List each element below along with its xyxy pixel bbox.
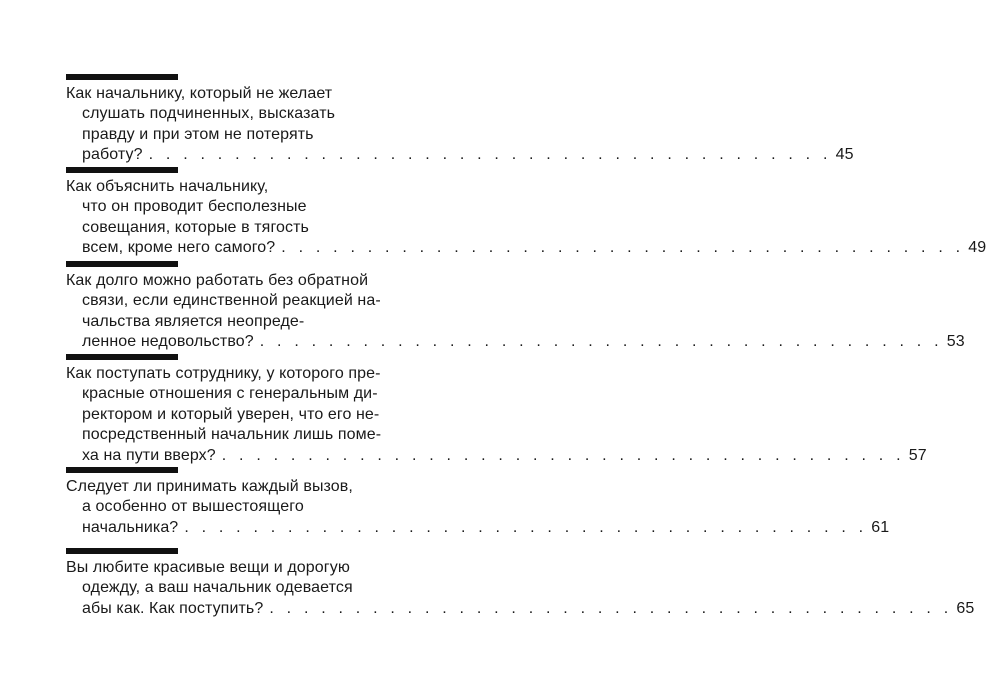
entry-title-line: посредственный начальник лишь поме- [82,426,382,444]
entry-title-line: Как начальнику, который не желает [66,85,333,102]
entry-title-line: ректором и который уверен, что его не- [82,405,380,423]
toc-entry [66,74,854,167]
entry-title-line: чальства является неопреде- [82,312,305,330]
dot-leader: . . . . . . . . . . . . . . . . . . . . . . . . . . . . . . . . . . . . . . . . [221,446,905,464]
dot-leader: . . . . . . . . . . . . . . . . . . . . . . . . . . . . . . . . . . . . . . . . [269,599,953,617]
toc-entry [66,467,890,548]
dot-leader: . . . . . . . . . . . . . . . . . . . . . . . . . . . . . . . . . . . . . . . . [148,146,832,164]
toc-entry [66,261,965,354]
entry-title-line: всем, кроме него самого? [82,239,276,257]
entry-last-line [66,332,965,352]
table-of-contents [66,74,986,628]
entry-title-line: работу? [82,146,143,164]
entry-title-line: одежду, а ваш начальник одевается [82,579,353,597]
entry-title-line: ха на пути вверх? [82,446,216,464]
page-number: 45 [835,146,854,164]
entry-last-line [66,446,927,466]
entry-title-line: красные отношения с генеральным ди- [82,385,378,403]
entry-title-line: начальника? [82,518,179,536]
entry-title-line: Как поступать сотруднику, у которого пре- [66,365,381,382]
entry-title-line: Как долго можно работать без обратной [66,272,369,289]
section-bar [66,548,178,554]
entry-title-line: слушать подчиненных, высказать [82,105,336,123]
entry-title-line: абы как. Как поступить? [82,599,264,617]
entry-title-line: Как объяснить начальнику, [66,178,269,195]
entry-title-line: правду и при этом не потерять [82,125,314,143]
page-number: 65 [956,599,975,617]
entry-title-line: связи, если единственной реакцией на- [82,292,381,310]
section-bar [66,354,178,360]
toc-entry [66,354,927,467]
entry-title-line: Следует ли принимать каждый вызов, [66,478,353,495]
page-number: 53 [946,333,965,351]
entry-title-line: Вы любите красивые вещи и дорогую [66,559,350,576]
section-bar [66,167,178,173]
page-number: 61 [871,518,890,536]
dot-leader: . . . . . . . . . . . . . . . . . . . . . . . . . . . . . . . . . . . . . . . . [281,239,965,257]
entry-last-line [66,599,975,619]
page-number: 57 [908,446,927,464]
entry-last-line [66,518,890,538]
entry-title-line: ленное недовольство? [82,333,254,351]
entry-last-line [66,238,986,258]
toc-entry [66,167,986,261]
toc-entry [66,548,975,628]
entry-title-line: а особенно от вышестоящего [82,498,304,516]
page-number: 49 [968,239,986,257]
entry-last-line [66,145,854,165]
dot-leader: . . . . . . . . . . . . . . . . . . . . . . . . . . . . . . . . . . . . . . . . [184,518,868,536]
dot-leader: . . . . . . . . . . . . . . . . . . . . . . . . . . . . . . . . . . . . . . . . [259,333,943,351]
entry-title-line: совещания, которые в тягость [82,218,309,236]
entry-title-line: что он проводит бесполезные [82,198,307,216]
section-bar [66,467,178,473]
section-bar [66,261,178,267]
section-bar [66,74,178,80]
